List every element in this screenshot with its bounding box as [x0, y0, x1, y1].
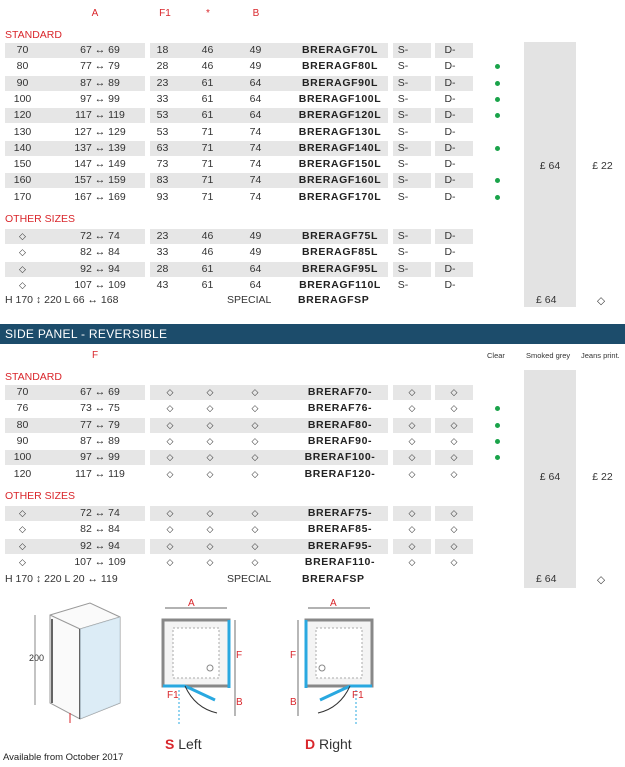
f1-cell: 23	[156, 76, 169, 89]
b-cell: 49	[249, 246, 262, 259]
header-a: A	[91, 8, 99, 19]
size-cell: 150	[13, 158, 32, 171]
b-cell: 49	[249, 44, 262, 56]
diamond-icon: ◇	[408, 387, 416, 397]
d-cell: D-	[444, 190, 456, 203]
d-cell: D-	[444, 125, 456, 138]
diamond-icon: ◇	[166, 403, 174, 414]
d-cell: D-	[444, 60, 456, 73]
code-cell: BRERAF85-	[307, 523, 373, 536]
diamond-icon: ◇	[251, 387, 259, 397]
code-cell: BRERAGF95L	[301, 262, 378, 275]
availability-dot-icon	[495, 423, 500, 428]
diamond-icon: ◇	[206, 419, 214, 430]
range-cell: 92 ↔ 94	[80, 262, 120, 275]
side-special-label: SPECIAL	[227, 573, 272, 585]
diamond-icon: ◇	[251, 468, 259, 479]
availability-dot-icon	[495, 97, 500, 102]
size-cell: 80	[16, 60, 29, 73]
code-cell: BRERAGF170L	[298, 190, 382, 203]
code-cell: BRERAGF75L	[301, 230, 378, 242]
diamond-icon: ◇	[166, 468, 174, 479]
size-cell: 170	[13, 190, 32, 203]
diamond-icon: ◇	[166, 540, 174, 551]
size-cell: ◇	[19, 263, 26, 274]
star-cell: 71	[201, 158, 214, 171]
code-cell: BRERAGF130L	[298, 125, 382, 138]
availability-dot-icon	[495, 406, 500, 411]
diamond-icon: ◇	[206, 435, 214, 446]
size-cell: ◇	[19, 524, 26, 535]
d-cell: D-	[444, 44, 456, 56]
availability-dot-icon	[495, 439, 500, 444]
size-cell: 120	[13, 467, 32, 480]
diamond-icon: ◇	[450, 468, 458, 479]
f1-cell: 18	[156, 44, 169, 56]
diamond-icon: ◇	[166, 556, 174, 567]
s-cell: S-	[397, 246, 409, 259]
range-cell: 82 ↔ 84	[80, 246, 120, 259]
diamond-icon: ◇	[251, 452, 259, 463]
f1-cell: 73	[156, 158, 169, 171]
diamond-icon: ◇	[408, 556, 416, 567]
s-cell: S-	[397, 76, 409, 89]
price-jeans: £ 22	[592, 160, 613, 172]
left-label	[165, 736, 202, 752]
d-cell: D-	[444, 262, 456, 275]
side-panel-title: SIDE PANEL - REVERSIBLE	[0, 324, 625, 344]
diamond-icon: ◇	[206, 508, 214, 518]
d-cell: D-	[444, 158, 456, 171]
col-jeans: Jeans print.	[581, 351, 620, 360]
s-cell: S-	[397, 190, 409, 203]
code-cell: BRERAF70-	[307, 386, 373, 398]
diamond-icon: ◇	[450, 556, 458, 567]
diamond-icon: ◇	[408, 419, 416, 430]
dim-f1-left: F1	[167, 690, 179, 701]
diamond-icon: ◇	[408, 468, 416, 479]
s-cell: S-	[397, 278, 409, 291]
section-standard: STANDARD	[5, 29, 62, 41]
diamond-icon: ◇	[251, 556, 259, 567]
header-b: B	[252, 8, 260, 19]
size-cell: 70	[16, 44, 29, 56]
diamond-icon: ◇	[450, 419, 458, 430]
star-cell: 46	[201, 246, 214, 259]
f1-cell: 33	[156, 92, 169, 105]
range-cell: 97 ↔ 99	[80, 451, 120, 464]
dim-b-left: B	[236, 697, 243, 708]
diamond-icon: ◇	[597, 574, 606, 586]
code-cell: BRERAGF100L	[298, 92, 382, 105]
diamond-icon: ◇	[408, 540, 416, 551]
diamond-icon: ◇	[408, 508, 416, 518]
b-cell: 74	[249, 125, 262, 138]
special-dims: H 170 ↕ 220 L 66 ↔ 168	[5, 294, 119, 306]
range-cell: 107 ↔ 109	[74, 555, 126, 568]
code-cell: BRERAF120-	[304, 467, 376, 480]
s-cell: S-	[397, 262, 409, 275]
range-cell: 72 ↔ 74	[80, 230, 120, 242]
diamond-icon: ◇	[251, 435, 259, 446]
side-section-standard: STANDARD	[5, 371, 62, 383]
diamond-icon: ◇	[597, 295, 606, 307]
right-letter: D	[305, 736, 316, 752]
code-cell: BRERAGF140L	[298, 141, 382, 154]
header-star: *	[206, 8, 210, 19]
range-cell: 77 ↔ 79	[80, 418, 120, 431]
range-cell: 127 ↔ 129	[74, 125, 126, 138]
availability-note: Available from October 2017	[3, 752, 124, 763]
diamond-icon: ◇	[408, 452, 416, 463]
diamond-icon: ◇	[251, 403, 259, 414]
diamond-icon: ◇	[450, 435, 458, 446]
special-price: £ 64	[536, 294, 557, 306]
s-cell: S-	[397, 44, 409, 56]
diamond-icon: ◇	[408, 403, 416, 414]
f1-cell: 28	[156, 262, 169, 275]
size-cell: 70	[16, 386, 29, 398]
diamond-icon: ◇	[206, 524, 214, 535]
size-cell: ◇	[19, 540, 26, 551]
header-f: F	[91, 350, 99, 361]
diamond-icon: ◇	[166, 387, 174, 397]
availability-dot-icon	[495, 455, 500, 460]
diamond-icon: ◇	[166, 435, 174, 446]
range-cell: 67 ↔ 69	[80, 44, 120, 56]
d-cell: D-	[444, 109, 456, 122]
code-cell: BRERAGF120L	[298, 109, 382, 122]
code-cell: BRERAGF110L	[299, 278, 381, 291]
b-cell: 64	[249, 92, 262, 105]
f1-cell: 23	[156, 230, 169, 242]
diamond-icon: ◇	[251, 524, 259, 535]
side-special-code: BRERAFSP	[302, 573, 365, 585]
star-cell: 61	[201, 76, 214, 89]
size-cell: 80	[16, 418, 29, 431]
range-cell: 107 ↔ 109	[74, 278, 126, 291]
diamond-icon: ◇	[251, 419, 259, 430]
diamond-icon: ◇	[251, 508, 259, 518]
left-word: Left	[178, 736, 202, 752]
diamond-icon: ◇	[206, 403, 214, 414]
star-cell: 46	[201, 60, 214, 73]
d-cell: D-	[444, 92, 456, 105]
range-cell: 117 ↔ 119	[75, 109, 125, 122]
dim-f1-right: F1	[352, 690, 364, 701]
diamond-icon: ◇	[408, 435, 416, 446]
side-price-smoked: £ 64	[539, 471, 561, 483]
size-cell: ◇	[19, 279, 26, 290]
diamond-icon: ◇	[450, 452, 458, 463]
f1-cell: 53	[156, 125, 169, 138]
dim-f-left: F	[236, 650, 243, 661]
star-cell: 61	[201, 109, 214, 122]
b-cell: 64	[249, 262, 262, 275]
side-special-dims: H 170 ↕ 220 L 20 ↔ 119	[5, 573, 118, 585]
diamond-icon: ◇	[450, 403, 458, 414]
diamond-icon: ◇	[166, 419, 174, 430]
star-cell: 46	[201, 44, 214, 56]
s-cell: S-	[397, 141, 409, 154]
range-cell: 67 ↔ 69	[80, 386, 120, 398]
diamond-icon: ◇	[206, 387, 214, 397]
code-cell: BRERAF76-	[307, 402, 373, 415]
b-cell: 74	[249, 174, 262, 187]
left-plan-diagram-icon	[155, 598, 245, 728]
code-cell: BRERAGF150L	[298, 158, 382, 171]
diamond-icon: ◇	[166, 524, 174, 535]
availability-dot-icon	[495, 195, 500, 200]
size-cell: 100	[13, 451, 32, 464]
size-cell: 90	[16, 76, 29, 89]
d-cell: D-	[444, 174, 456, 187]
right-label	[305, 736, 352, 752]
f1-cell: 83	[156, 174, 169, 187]
section-other-sizes: OTHER SIZES	[5, 213, 76, 225]
diamond-icon: ◇	[206, 468, 214, 479]
code-cell: BRERAF90-	[307, 434, 373, 447]
size-cell: 100	[13, 92, 32, 105]
range-cell: 82 ↔ 84	[80, 523, 120, 536]
price-smoked: £ 64	[539, 160, 561, 172]
code-cell: BRERAGF160L	[298, 174, 382, 187]
d-cell: D-	[444, 141, 456, 154]
range-cell: 77 ↔ 79	[80, 60, 120, 73]
s-cell: S-	[397, 92, 409, 105]
size-cell: 130	[13, 125, 32, 138]
star-cell: 71	[201, 125, 214, 138]
f1-cell: 43	[156, 278, 169, 291]
d-cell: D-	[444, 230, 456, 242]
f1-cell: 63	[156, 141, 169, 154]
special-code: BRERAGFSP	[298, 294, 370, 306]
smoked-price-column	[524, 42, 576, 307]
range-cell: 72 ↔ 74	[80, 507, 120, 519]
size-cell: ◇	[19, 247, 26, 258]
size-cell: 90	[16, 434, 29, 447]
left-letter: S	[165, 736, 175, 752]
special-label: SPECIAL	[227, 294, 272, 306]
s-cell: S-	[397, 109, 409, 122]
col-clear: Clear	[487, 351, 505, 360]
star-cell: 61	[201, 92, 214, 105]
code-cell: BRERAF110-	[304, 555, 376, 568]
col-smoked: Smoked grey	[526, 351, 571, 360]
b-cell: 74	[249, 141, 262, 154]
right-word: Right	[319, 736, 352, 752]
star-cell: 61	[201, 278, 214, 291]
s-cell: S-	[397, 174, 409, 187]
code-cell: BRERAGF85L	[301, 246, 378, 259]
star-cell: 46	[201, 230, 214, 242]
diamond-icon: ◇	[206, 452, 214, 463]
side-section-other: OTHER SIZES	[5, 490, 76, 502]
size-cell: ◇	[19, 556, 26, 567]
d-cell: D-	[444, 278, 456, 291]
code-cell: BRERAGF70L	[301, 44, 378, 56]
diamond-icon: ◇	[408, 524, 416, 535]
f1-cell: 93	[156, 190, 169, 203]
range-cell: 87 ↔ 89	[80, 434, 120, 447]
availability-dot-icon	[495, 113, 500, 118]
diamond-icon: ◇	[450, 540, 458, 551]
side-special-price: £ 64	[536, 573, 557, 585]
b-cell: 74	[249, 158, 262, 171]
b-cell: 64	[249, 109, 262, 122]
b-cell: 64	[249, 278, 262, 291]
b-cell: 74	[249, 190, 262, 203]
dim-a-right: A	[330, 598, 337, 609]
size-cell: 120	[13, 109, 32, 122]
f1-cell: 33	[156, 246, 169, 259]
diamond-icon: ◇	[450, 508, 458, 518]
d-cell: D-	[444, 76, 456, 89]
f1-cell: 53	[156, 109, 169, 122]
code-cell: BRERAF75-	[307, 507, 373, 519]
code-cell: BRERAF95-	[307, 539, 373, 552]
size-cell: 76	[16, 402, 29, 415]
code-cell: BRERAF100-	[304, 451, 376, 464]
height-label: 200	[29, 653, 45, 663]
s-cell: S-	[397, 158, 409, 171]
star-cell: 61	[201, 262, 214, 275]
range-cell: 92 ↔ 94	[80, 539, 120, 552]
star-cell: 71	[201, 174, 214, 187]
diamond-icon: ◇	[206, 556, 214, 567]
star-cell: 71	[201, 190, 214, 203]
code-cell: BRERAGF90L	[301, 76, 378, 89]
range-cell: 137 ↔ 139	[74, 141, 126, 154]
range-cell: 87 ↔ 89	[80, 76, 120, 89]
dim-b-right: B	[290, 697, 297, 708]
availability-dot-icon	[495, 146, 500, 151]
d-cell: D-	[444, 246, 456, 259]
range-cell: 157 ↔ 159	[74, 174, 126, 187]
f1-cell: 28	[156, 60, 169, 73]
header-f1: F1	[159, 8, 171, 19]
code-cell: BRERAF80-	[307, 418, 373, 431]
code-cell: BRERAGF80L	[301, 60, 378, 73]
size-cell: 140	[13, 141, 32, 154]
availability-dot-icon	[495, 64, 500, 69]
star-cell: 71	[201, 141, 214, 154]
side-price-jeans: £ 22	[592, 471, 613, 483]
s-cell: S-	[397, 230, 409, 242]
range-cell: 117 ↔ 119	[75, 467, 125, 480]
dim-f-right: F	[290, 650, 297, 661]
s-cell: S-	[397, 60, 409, 73]
size-cell: ◇	[19, 508, 26, 518]
size-cell: ◇	[19, 231, 26, 241]
b-cell: 64	[249, 76, 262, 89]
diamond-icon: ◇	[166, 508, 174, 518]
b-cell: 49	[249, 60, 262, 73]
availability-dot-icon	[495, 178, 500, 183]
availability-dot-icon	[495, 81, 500, 86]
dim-a-left: A	[188, 598, 195, 609]
right-plan-diagram-icon	[290, 598, 380, 728]
diamond-icon: ◇	[251, 540, 259, 551]
range-cell: 97 ↔ 99	[80, 92, 120, 105]
s-cell: S-	[397, 125, 409, 138]
diamond-icon: ◇	[206, 540, 214, 551]
range-cell: 73 ↔ 75	[80, 402, 120, 415]
diamond-icon: ◇	[450, 387, 458, 397]
b-cell: 49	[249, 230, 262, 242]
diamond-icon: ◇	[450, 524, 458, 535]
range-cell: 167 ↔ 169	[74, 190, 126, 203]
size-cell: 160	[13, 174, 32, 187]
range-cell: 147 ↔ 149	[74, 158, 126, 171]
diamond-icon: ◇	[166, 452, 174, 463]
